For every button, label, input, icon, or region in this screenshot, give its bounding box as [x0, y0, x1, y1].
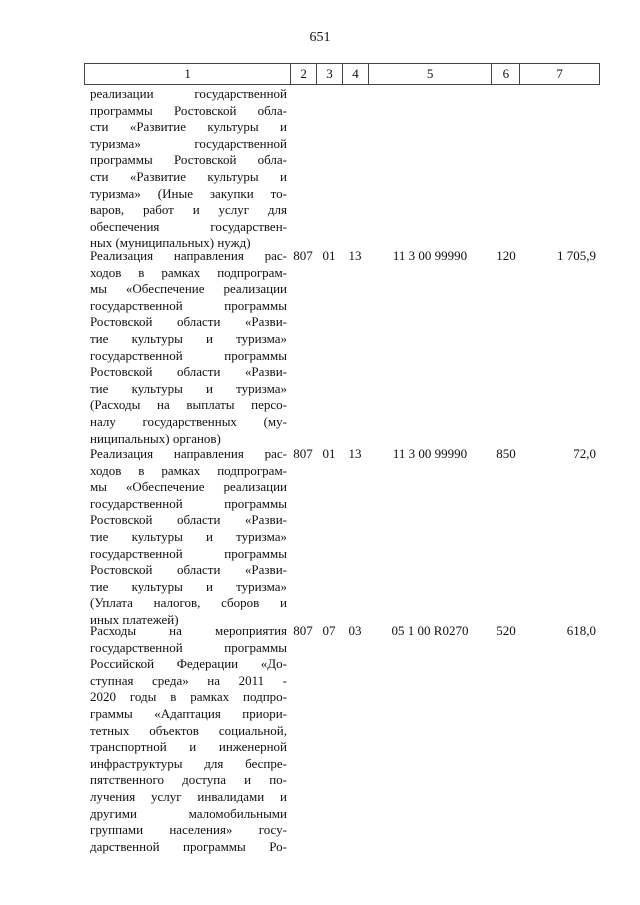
table-row [84, 248, 600, 446]
description-line: Ростовской области «Разви- [90, 512, 287, 528]
description-line: тие культуры и туризма» [90, 578, 287, 594]
description-line: государственной программы [90, 495, 287, 511]
cell-expense-type: 520 [496, 623, 516, 638]
description-line: обеспечения государствен- [90, 218, 287, 234]
table-row [84, 86, 600, 251]
description-line: программы Ростовской обла- [90, 152, 287, 168]
cell-target-article: 11 3 00 99990 [392, 446, 468, 461]
cell-target-article: 11 3 00 99990 [392, 248, 468, 263]
description-line: Ростовской области «Разви- [90, 562, 287, 578]
description-line: дарственной программы Ро- [90, 838, 287, 854]
table-row [84, 446, 600, 627]
description-line: государственной программы [90, 639, 287, 655]
cell-section: 01 [322, 248, 336, 263]
cell-amount: 1 705,9 [557, 248, 596, 263]
cell-amount: 72,0 [573, 446, 596, 461]
description-line: тие культуры и туризма» [90, 380, 287, 396]
description-line: иных платежей) [90, 611, 179, 627]
cell-section: 07 [322, 623, 336, 638]
description-line: ниципальных) органов) [90, 430, 221, 446]
description-line: тие культуры и туризма» [90, 528, 287, 544]
column-header-2: 2 [290, 64, 316, 84]
description-line: мы «Обеспечение реализации [90, 479, 287, 495]
column-header-4: 4 [342, 64, 368, 84]
description-line: сти «Развитие культуры и [90, 168, 287, 184]
description-line: налу государственных (му- [90, 413, 287, 429]
cell-amount [520, 86, 600, 239]
description-line: государственной программы [90, 347, 287, 363]
description-line: Российской Федерации «До- [90, 656, 287, 672]
cell-expense-type: 850 [496, 446, 516, 461]
row-description [84, 86, 290, 251]
cell-expense-type [492, 86, 520, 239]
description-line: 2020 годы в рамках подпро- [90, 689, 287, 705]
description-line: ных (муниципальных) нужд) [90, 235, 251, 251]
description-line: сти «Развитие культуры и [90, 119, 287, 135]
description-line: ступная среда» на 2011 - [90, 672, 287, 688]
page-number: 651 [309, 30, 331, 45]
description-line: ходов в рамках подпрограм- [90, 264, 287, 280]
cell-target-article [368, 86, 492, 239]
description-line: транспортной и инженерной [90, 739, 287, 755]
description-line: Ростовской области «Разви- [90, 364, 287, 380]
cell-ministry [290, 86, 316, 239]
description-line: туризма» государственной [90, 135, 287, 151]
cell-subsection: 13 [348, 248, 362, 263]
row-description [84, 446, 290, 627]
row-description [84, 248, 290, 446]
cell-ministry: 807 [293, 623, 313, 638]
description-line: государственной программы [90, 545, 287, 561]
description-line: лучения услуг инвалидами и [90, 788, 287, 804]
description-line: реализации государственной [90, 86, 287, 101]
description-line: группами населения» госу- [90, 822, 287, 838]
cell-ministry: 807 [293, 446, 313, 461]
column-header-1: 1 [184, 66, 191, 81]
row-description [84, 623, 290, 855]
description-line: Расходы на мероприятия [90, 623, 287, 638]
cell-section: 01 [322, 446, 336, 461]
cell-expense-type: 120 [496, 248, 516, 263]
table-body [84, 86, 600, 855]
cell-amount: 618,0 [566, 623, 596, 638]
column-header-3: 3 [316, 64, 342, 84]
column-header-7: 7 [519, 64, 599, 84]
cell-subsection: 03 [348, 623, 362, 638]
cell-subsection [342, 86, 368, 239]
description-line: (Уплата налогов, сборов и [90, 595, 287, 611]
description-line: варов, работ и услуг для [90, 202, 287, 218]
description-line: туризма» (Иные закупки то- [90, 185, 287, 201]
description-line: Реализация направления рас- [90, 248, 287, 263]
cell-target-article: 05 1 00 R0270 [391, 623, 469, 638]
description-line: инфраструктуры для беспре- [90, 755, 287, 771]
cell-ministry: 807 [293, 248, 313, 263]
table-row [84, 623, 600, 855]
description-line: программы Ростовской обла- [90, 102, 287, 118]
description-line: мы «Обеспечение реализации [90, 281, 287, 297]
description-line: (Расходы на выплаты персо- [90, 397, 287, 413]
column-header-6: 6 [491, 64, 519, 84]
description-line: Ростовской области «Разви- [90, 314, 287, 330]
cell-section [316, 86, 342, 239]
description-line: Реализация направления рас- [90, 446, 287, 461]
description-line: ходов в рамках подпрограм- [90, 462, 287, 478]
description-line: тетных объектов социальной, [90, 722, 287, 738]
description-line: государственной программы [90, 297, 287, 313]
description-line: граммы «Адаптация приори- [90, 705, 287, 721]
cell-subsection: 13 [348, 446, 362, 461]
column-header-5: 5 [368, 64, 492, 84]
table-header [84, 63, 600, 85]
description-line: другими маломобильными [90, 805, 287, 821]
description-line: тие культуры и туризма» [90, 330, 287, 346]
description-line: пятственного доступа и по- [90, 772, 287, 788]
